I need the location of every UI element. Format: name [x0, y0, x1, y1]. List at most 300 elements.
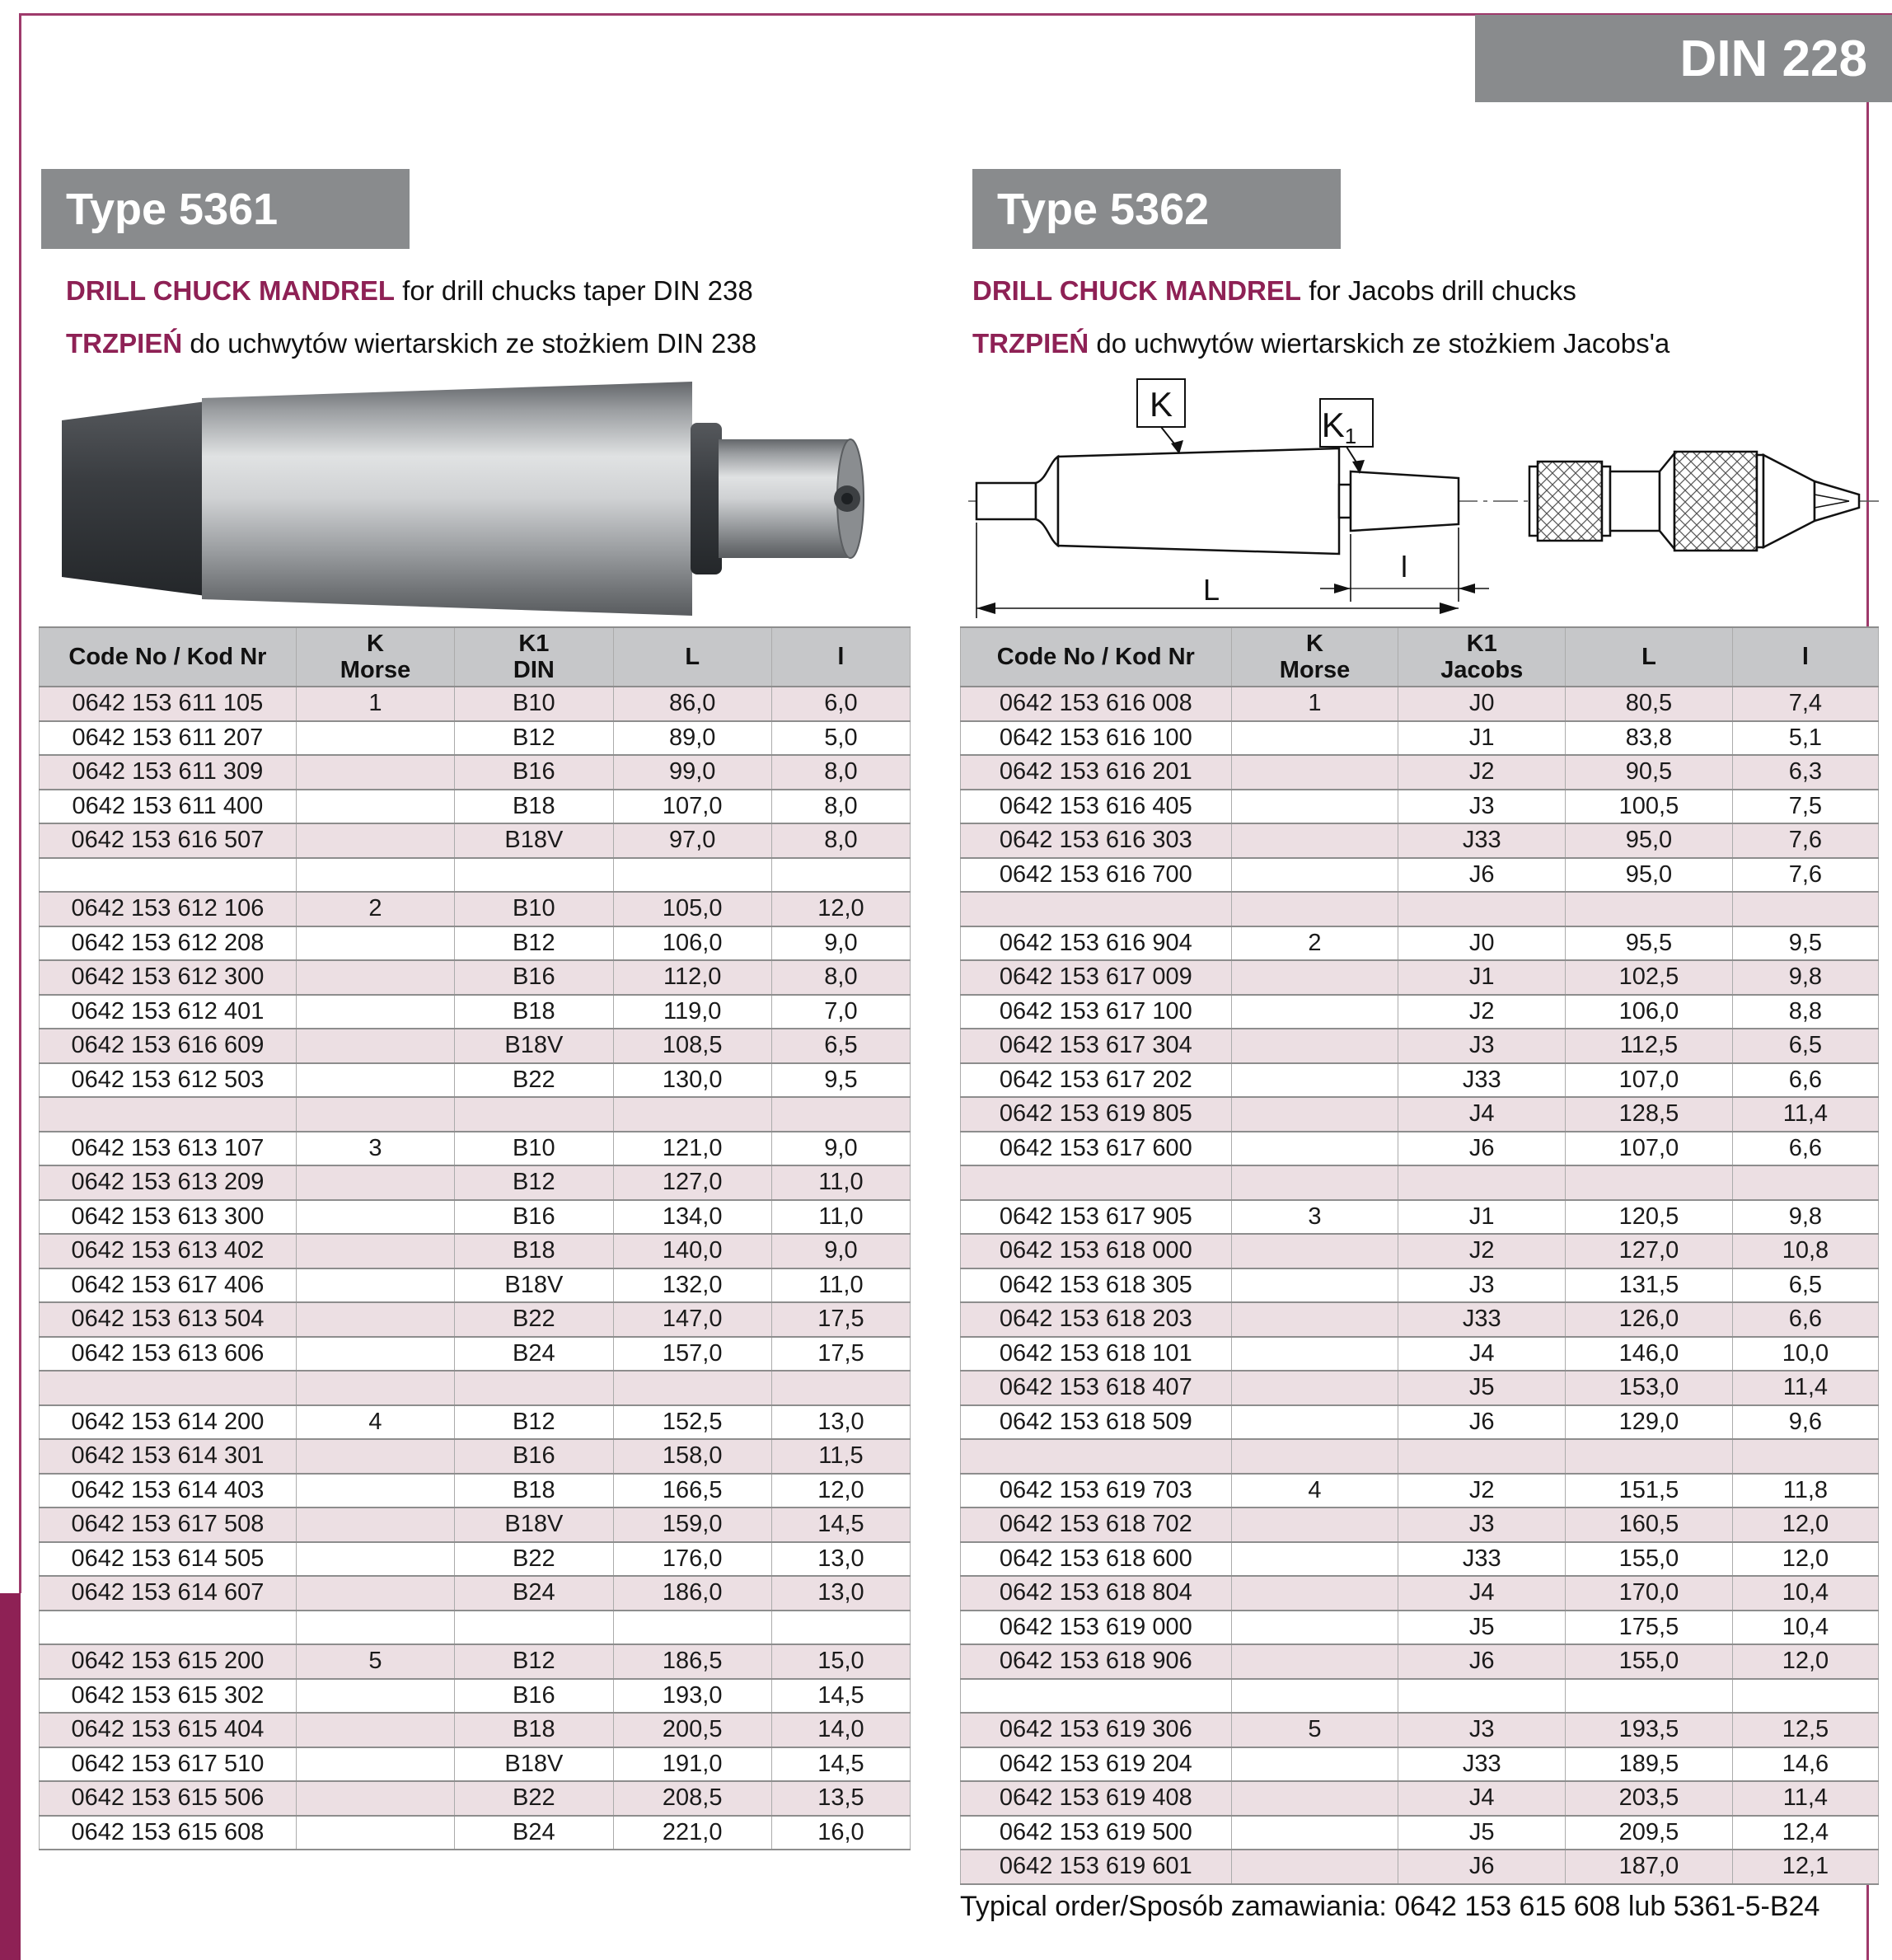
table-cell: 0642 153 614 403 — [40, 1474, 297, 1508]
table-cell: 14,5 — [771, 1679, 910, 1714]
table-cell — [1231, 1679, 1398, 1714]
table-cell: 9,0 — [771, 926, 910, 961]
table-row — [961, 1200, 1879, 1235]
table-cell — [296, 1781, 454, 1816]
table-row — [961, 1679, 1879, 1714]
table-cell: J33 — [1398, 823, 1566, 858]
table-cell — [296, 1063, 454, 1098]
table-cell: 152,5 — [613, 1405, 771, 1440]
table-cell: 7,6 — [1732, 823, 1878, 858]
col-header-L: L — [1566, 627, 1733, 687]
table-cell: B18 — [455, 1474, 613, 1508]
table-cell — [296, 1371, 454, 1405]
table-cell: 208,5 — [613, 1781, 771, 1816]
table-cell: 0642 153 619 408 — [961, 1781, 1232, 1816]
table-row — [40, 1337, 911, 1372]
table-cell: 0642 153 617 009 — [961, 960, 1232, 995]
table-row — [40, 960, 911, 995]
table-cell: 0642 153 612 401 — [40, 995, 297, 1029]
k1-label-main: K — [1321, 406, 1345, 444]
table-cell — [40, 1097, 297, 1132]
table-row — [961, 1576, 1879, 1611]
table-cell: 10,4 — [1732, 1611, 1878, 1645]
left-description-en-rest: for drill chucks taper DIN 238 — [395, 275, 753, 306]
left-description-en — [66, 275, 753, 307]
table-cell: 6,5 — [1732, 1029, 1878, 1063]
table-cell — [40, 858, 297, 893]
table-row — [961, 960, 1879, 995]
drawing-tang — [976, 483, 1036, 519]
table-cell: 209,5 — [1566, 1816, 1733, 1850]
table-cell: 9,8 — [1732, 1200, 1878, 1235]
table-row — [961, 1405, 1879, 1440]
table-row — [961, 1132, 1879, 1166]
table-row — [961, 926, 1879, 961]
left-description-pl-rest: do uchwytów wiertarskich ze stożkiem DIN 238 — [182, 328, 757, 359]
table-cell — [1231, 1097, 1398, 1132]
table-cell — [1231, 721, 1398, 756]
page-frame-left-line — [19, 13, 21, 1593]
table-cell: B10 — [455, 892, 613, 926]
table-cell — [455, 858, 613, 893]
table-row — [40, 892, 911, 926]
table-cell: J4 — [1398, 1337, 1566, 1372]
table-row — [40, 1063, 911, 1098]
table-row — [40, 995, 911, 1029]
table-row — [961, 1713, 1879, 1747]
table-cell: J3 — [1398, 1029, 1566, 1063]
table-cell: 155,0 — [1566, 1644, 1733, 1679]
type-5361-table — [39, 626, 911, 1850]
table-cell: J5 — [1398, 1371, 1566, 1405]
table-cell: B12 — [455, 1405, 613, 1440]
table-cell: B24 — [455, 1816, 613, 1850]
table-cell: 0642 153 616 008 — [961, 687, 1232, 721]
table-row — [961, 1611, 1879, 1645]
table-cell: 0642 153 611 105 — [40, 687, 297, 721]
table-row — [961, 1747, 1879, 1782]
table-row — [40, 1576, 911, 1611]
table-cell: B10 — [455, 687, 613, 721]
table-cell — [961, 1679, 1232, 1714]
table-cell — [613, 1371, 771, 1405]
table-cell: 0642 153 618 000 — [961, 1234, 1232, 1268]
table-cell: J1 — [1398, 721, 1566, 756]
table-cell: 0642 153 619 805 — [961, 1097, 1232, 1132]
table-row — [961, 995, 1879, 1029]
k-label-text: K — [1149, 385, 1173, 424]
table-cell: 10,0 — [1732, 1337, 1878, 1372]
table-row — [961, 1816, 1879, 1850]
table-cell: 12,5 — [1732, 1713, 1878, 1747]
dim-l-text: l — [1401, 550, 1407, 584]
table-cell — [1231, 995, 1398, 1029]
table-cell: B16 — [455, 1439, 613, 1474]
table-cell: B12 — [455, 1644, 613, 1679]
table-cell — [1231, 1747, 1398, 1782]
table-cell: 119,0 — [613, 995, 771, 1029]
table-cell: 11,0 — [771, 1165, 910, 1200]
table-row — [961, 1268, 1879, 1303]
table-cell: J2 — [1398, 1474, 1566, 1508]
mandrel-technical-drawing — [964, 369, 1892, 625]
table-row — [40, 1508, 911, 1542]
table-cell: 0642 153 618 509 — [961, 1405, 1232, 1440]
table-cell: B18 — [455, 995, 613, 1029]
table-cell — [613, 858, 771, 893]
table-cell: B18V — [455, 1747, 613, 1782]
table-cell: 13,0 — [771, 1405, 910, 1440]
table-row — [40, 1371, 911, 1405]
table-cell: 1 — [1231, 687, 1398, 721]
table-cell: B22 — [455, 1063, 613, 1098]
table-cell — [40, 1371, 297, 1405]
table-cell: 0642 153 614 607 — [40, 1576, 297, 1611]
right-description-pl — [972, 328, 1670, 359]
table-cell — [296, 1576, 454, 1611]
table-cell: 7,6 — [1732, 858, 1878, 893]
table-cell — [1231, 1234, 1398, 1268]
table-cell: 12,0 — [771, 1474, 910, 1508]
table-cell: 203,5 — [1566, 1781, 1733, 1816]
table-cell: B24 — [455, 1337, 613, 1372]
table-cell: 0642 153 618 305 — [961, 1268, 1232, 1303]
table-cell: 0642 153 612 300 — [40, 960, 297, 995]
table-cell — [296, 1679, 454, 1714]
table-cell: 0642 153 616 609 — [40, 1029, 297, 1063]
table-row — [40, 926, 911, 961]
table-cell — [961, 1439, 1232, 1474]
table-row — [40, 1713, 911, 1747]
table-cell — [296, 1611, 454, 1645]
table-cell: 134,0 — [613, 1200, 771, 1235]
table-cell: 121,0 — [613, 1132, 771, 1166]
table-cell: B16 — [455, 1679, 613, 1714]
table-cell: J3 — [1398, 1268, 1566, 1303]
table-row — [961, 790, 1879, 824]
table-cell: 12,4 — [1732, 1816, 1878, 1850]
col-header-k1-din: K1 DIN — [455, 627, 613, 687]
table-cell: 0642 153 613 504 — [40, 1302, 297, 1337]
table-cell: 0642 153 618 600 — [961, 1542, 1232, 1577]
table-cell — [1231, 960, 1398, 995]
table-cell: 0642 153 617 406 — [40, 1268, 297, 1303]
table-cell: 9,0 — [771, 1234, 910, 1268]
table-row — [961, 1439, 1879, 1474]
table-cell — [1231, 1439, 1398, 1474]
table-cell: 11,5 — [771, 1439, 910, 1474]
table-cell: 127,0 — [613, 1165, 771, 1200]
table-cell — [455, 1097, 613, 1132]
table-cell: 11,4 — [1732, 1781, 1878, 1816]
table-cell — [296, 1474, 454, 1508]
table-row — [40, 1234, 911, 1268]
table-cell: J4 — [1398, 1781, 1566, 1816]
table-cell: 14,5 — [771, 1508, 910, 1542]
table-cell: 13,0 — [771, 1576, 910, 1611]
table-cell — [296, 790, 454, 824]
right-description-pl-rest: do uchwytów wiertarskich ze stożkiem Jacobs'a — [1089, 328, 1670, 359]
table-cell: 102,5 — [1566, 960, 1733, 995]
table-cell: 0642 153 612 503 — [40, 1063, 297, 1098]
table-cell: 0642 153 619 500 — [961, 1816, 1232, 1850]
table-cell: J33 — [1398, 1542, 1566, 1577]
table-cell — [1732, 1679, 1878, 1714]
table-cell — [1231, 858, 1398, 893]
table-cell: 0642 153 617 508 — [40, 1508, 297, 1542]
table-cell — [961, 892, 1232, 926]
table-cell — [771, 1611, 910, 1645]
table-row — [40, 790, 911, 824]
table-cell: J6 — [1398, 1405, 1566, 1440]
table-row — [40, 1474, 911, 1508]
table-cell: 170,0 — [1566, 1576, 1733, 1611]
table-cell: 97,0 — [613, 823, 771, 858]
drill-chuck-sketch — [1529, 452, 1859, 551]
table-cell: 11,8 — [1732, 1474, 1878, 1508]
table-cell — [296, 1816, 454, 1850]
table-row — [961, 1165, 1879, 1200]
table-cell — [296, 858, 454, 893]
table-row — [961, 1644, 1879, 1679]
type-5362-title: Type 5362 — [997, 184, 1210, 234]
table-row — [961, 1542, 1879, 1577]
table-cell: 4 — [1231, 1474, 1398, 1508]
right-description-en-rest: for Jacobs drill chucks — [1301, 275, 1576, 306]
table-cell — [296, 1029, 454, 1063]
table-cell — [296, 1234, 454, 1268]
table-row — [40, 823, 911, 858]
table-cell: 12,0 — [771, 892, 910, 926]
col-header-l: l — [771, 627, 910, 687]
table-cell: 0642 153 616 507 — [40, 823, 297, 858]
table-cell: 10,4 — [1732, 1576, 1878, 1611]
table-cell — [40, 1611, 297, 1645]
table-cell — [296, 960, 454, 995]
table-cell: 0642 153 613 107 — [40, 1132, 297, 1166]
table-cell: 191,0 — [613, 1747, 771, 1782]
table-cell — [771, 858, 910, 893]
table-row — [961, 1029, 1879, 1063]
table-cell: 0642 153 617 304 — [961, 1029, 1232, 1063]
drawing-taper-body — [1058, 448, 1339, 554]
table-cell: 107,0 — [1566, 1132, 1733, 1166]
table-cell: 0642 153 614 200 — [40, 1405, 297, 1440]
table-row — [40, 1302, 911, 1337]
table-cell: 193,5 — [1566, 1713, 1733, 1747]
table-cell: 100,5 — [1566, 790, 1733, 824]
table-cell: 6,6 — [1732, 1302, 1878, 1337]
table-cell: 0642 153 618 203 — [961, 1302, 1232, 1337]
table-cell: 106,0 — [613, 926, 771, 961]
table-cell — [296, 995, 454, 1029]
col-header-k1-jacobs: K1 Jacobs — [1398, 627, 1566, 687]
table-row — [40, 1747, 911, 1782]
table-row — [40, 1268, 911, 1303]
table-cell — [296, 721, 454, 756]
table-cell: 130,0 — [613, 1063, 771, 1098]
table-cell: 83,8 — [1566, 721, 1733, 756]
table-cell: J6 — [1398, 1132, 1566, 1166]
table-cell: 5,0 — [771, 721, 910, 756]
table-cell — [1566, 1679, 1733, 1714]
table-cell: 9,0 — [771, 1132, 910, 1166]
table-cell — [1231, 1337, 1398, 1372]
table-cell: 106,0 — [1566, 995, 1733, 1029]
table-cell — [1231, 823, 1398, 858]
table-row — [961, 1063, 1879, 1098]
table-cell — [1231, 1302, 1398, 1337]
table-row — [40, 1542, 911, 1577]
table-cell: 5 — [1231, 1713, 1398, 1747]
table-cell: B12 — [455, 926, 613, 961]
type-5361-title: Type 5361 — [66, 184, 279, 234]
table-cell: B18 — [455, 1234, 613, 1268]
table-cell — [1231, 1850, 1398, 1884]
drawing-groove — [1339, 485, 1351, 518]
table-cell: 11,0 — [771, 1268, 910, 1303]
table-cell: 6,3 — [1732, 755, 1878, 790]
table-header-row — [961, 627, 1879, 687]
table-row — [961, 1337, 1879, 1372]
table-cell: B18 — [455, 790, 613, 824]
table-cell: 0642 153 614 505 — [40, 1542, 297, 1577]
table-cell: 120,5 — [1566, 1200, 1733, 1235]
table-cell — [1732, 1439, 1878, 1474]
table-row — [961, 1234, 1879, 1268]
table-cell: J2 — [1398, 1234, 1566, 1268]
table-cell: 176,0 — [613, 1542, 771, 1577]
table-row — [961, 892, 1879, 926]
table-cell: 0642 153 616 100 — [961, 721, 1232, 756]
table-cell: 0642 153 612 208 — [40, 926, 297, 961]
table-cell: 175,5 — [1566, 1611, 1733, 1645]
table-cell — [296, 1302, 454, 1337]
table-cell — [296, 1337, 454, 1372]
table-row — [40, 1029, 911, 1063]
table-cell — [1231, 1268, 1398, 1303]
col-header-k-morse: K Morse — [1231, 627, 1398, 687]
table-cell: 12,1 — [1732, 1850, 1878, 1884]
table-cell: B18V — [455, 1268, 613, 1303]
left-description-pl-bold: TRZPIEŃ — [66, 328, 183, 359]
table-cell: J1 — [1398, 1200, 1566, 1235]
table-cell — [1231, 790, 1398, 824]
table-cell: 4 — [296, 1405, 454, 1440]
table-cell: 0642 153 618 702 — [961, 1508, 1232, 1542]
table-cell: 7,0 — [771, 995, 910, 1029]
table-cell: 0642 153 611 400 — [40, 790, 297, 824]
table-cell — [1231, 1611, 1398, 1645]
din-standard-label: DIN 228 — [1679, 30, 1867, 87]
table-cell: 6,5 — [771, 1029, 910, 1063]
table-cell: 16,0 — [771, 1816, 910, 1850]
table-cell: 158,0 — [613, 1439, 771, 1474]
table-cell — [296, 755, 454, 790]
table-cell — [1566, 1165, 1733, 1200]
table-cell — [1231, 1371, 1398, 1405]
table-cell: 8,0 — [771, 823, 910, 858]
table-cell — [1231, 1029, 1398, 1063]
table-cell: 128,5 — [1566, 1097, 1733, 1132]
table-cell — [296, 1747, 454, 1782]
table-cell: 0642 153 617 905 — [961, 1200, 1232, 1235]
table-cell: 0642 153 619 000 — [961, 1611, 1232, 1645]
typical-order-note: Typical order/Sposób zamawiania: 0642 153 615 608 lub 5361-5-B24 — [960, 1891, 1820, 1922]
col-header-code: Code No / Kod Nr — [961, 627, 1232, 687]
table-row — [961, 1371, 1879, 1405]
table-row — [961, 721, 1879, 756]
table-cell — [1231, 1132, 1398, 1166]
table-cell: J3 — [1398, 1713, 1566, 1747]
table-cell: 12,0 — [1732, 1508, 1878, 1542]
table-cell — [1398, 1165, 1566, 1200]
table-cell: J2 — [1398, 995, 1566, 1029]
table-cell — [613, 1611, 771, 1645]
table-cell: 2 — [1231, 926, 1398, 961]
table-cell: 0642 153 613 606 — [40, 1337, 297, 1372]
col-header-code: Code No / Kod Nr — [40, 627, 297, 687]
table-cell: 5,1 — [1732, 721, 1878, 756]
right-description-en — [972, 275, 1576, 307]
table-cell: 127,0 — [1566, 1234, 1733, 1268]
table-cell: 1 — [296, 687, 454, 721]
table-cell: 200,5 — [613, 1713, 771, 1747]
table-cell: 107,0 — [1566, 1063, 1733, 1098]
table-row — [40, 1405, 911, 1440]
table-cell: 0642 153 614 301 — [40, 1439, 297, 1474]
table-cell — [1231, 755, 1398, 790]
table-cell: 14,0 — [771, 1713, 910, 1747]
table-cell: 108,5 — [613, 1029, 771, 1063]
table-cell: B18V — [455, 1508, 613, 1542]
table-cell: B22 — [455, 1302, 613, 1337]
table-cell — [455, 1371, 613, 1405]
table-row — [40, 1781, 911, 1816]
col-header-L: L — [613, 627, 771, 687]
table-cell: 157,0 — [613, 1337, 771, 1372]
k1-label-sub: 1 — [1344, 424, 1357, 448]
table-cell: 221,0 — [613, 1816, 771, 1850]
table-cell: 13,0 — [771, 1542, 910, 1577]
table-cell: 131,5 — [1566, 1268, 1733, 1303]
table-cell: 6,6 — [1732, 1063, 1878, 1098]
table-cell: B10 — [455, 1132, 613, 1166]
table-cell: J5 — [1398, 1816, 1566, 1850]
table-cell: 14,6 — [1732, 1747, 1878, 1782]
table-cell: 0642 153 618 101 — [961, 1337, 1232, 1372]
table-row — [40, 1679, 911, 1714]
table-cell: 0642 153 617 202 — [961, 1063, 1232, 1098]
table-cell: J4 — [1398, 1576, 1566, 1611]
table-cell: 9,6 — [1732, 1405, 1878, 1440]
table-cell: 0642 153 615 404 — [40, 1713, 297, 1747]
table-cell: 95,5 — [1566, 926, 1733, 961]
table-cell: 13,5 — [771, 1781, 910, 1816]
table-cell: J1 — [1398, 960, 1566, 995]
table-cell: 155,0 — [1566, 1542, 1733, 1577]
table-cell: 8,0 — [771, 790, 910, 824]
table-cell: 0642 153 619 601 — [961, 1850, 1232, 1884]
table-cell: 95,0 — [1566, 858, 1733, 893]
table-cell: 0642 153 617 510 — [40, 1747, 297, 1782]
table-cell: 0642 153 618 906 — [961, 1644, 1232, 1679]
col-header-l: l — [1732, 627, 1878, 687]
table-cell: 0642 153 616 700 — [961, 858, 1232, 893]
table-cell: 95,0 — [1566, 823, 1733, 858]
table-cell: B16 — [455, 755, 613, 790]
table-cell — [296, 1542, 454, 1577]
